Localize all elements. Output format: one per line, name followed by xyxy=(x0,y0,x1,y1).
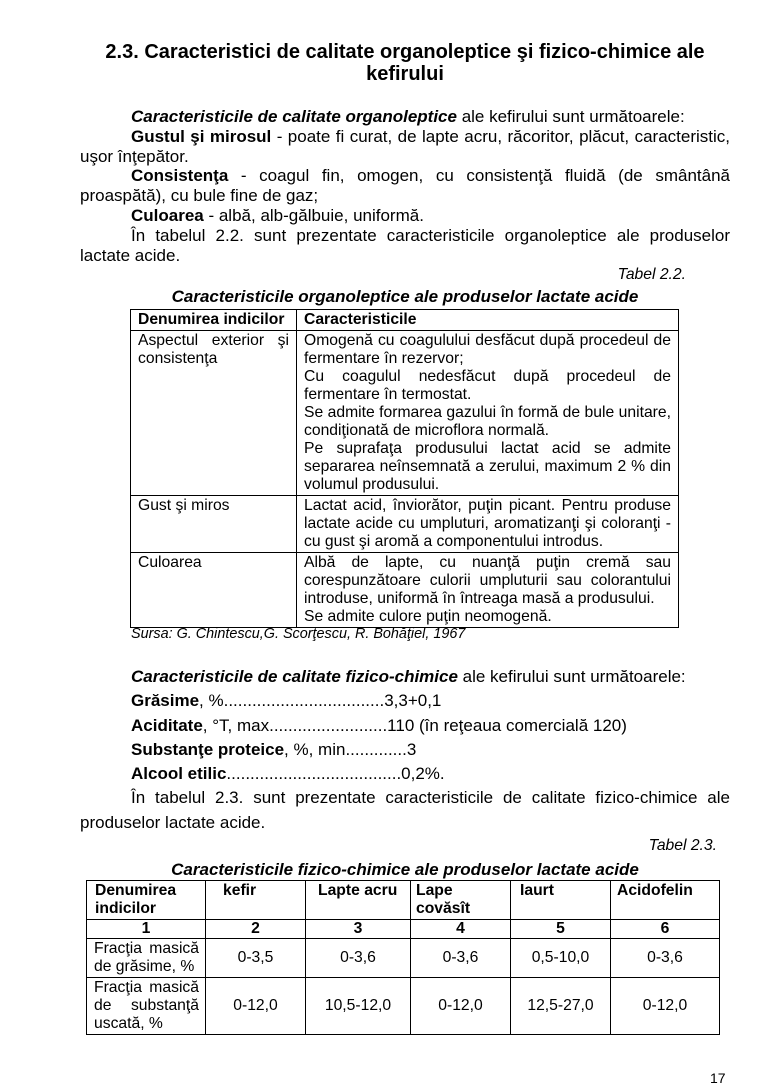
table-source-note: Sursa: G. Chintescu,G. Scorţescu, R. Bohăţiel, 1967 xyxy=(131,626,466,642)
characteristic-line: Cu coagulul nedesfăcut după procedeul de fermentare în termostat. xyxy=(304,368,671,403)
consistency-text: - coagul fin, omogen, cu consistenţă fluidă (de smântână proaspătă), cu bule fine de gaz; xyxy=(80,166,730,206)
characteristic-line: Se admite culore puţin neomogenă. xyxy=(304,608,552,625)
fat-term: Grăsime xyxy=(131,691,200,711)
table-header-row xyxy=(87,881,720,920)
consistency-term: Consistenţa xyxy=(131,166,229,186)
protein-term: Substanţe proteice xyxy=(131,739,285,759)
color-text: - albă, alb-gălbuie, uniformă. xyxy=(203,205,424,225)
header-indicator: Denumirea indicilor xyxy=(131,310,297,331)
taste-smell-term: Gustul şi mirosul xyxy=(131,126,272,146)
value-cell: 0-3,6 xyxy=(611,939,720,978)
characteristic-line: Lactat acid, înviorător, puţin picant. Pentru produse lactate acide cu umpluturi, aromatizanţi şi coloranţi - cu gust şi aromă a componentului introdus. xyxy=(304,497,671,550)
header-acidophilus: Acidofelin xyxy=(611,881,720,920)
characteristics-cell xyxy=(297,553,679,628)
value-cell: 12,5-27,0 xyxy=(511,978,611,1035)
physicochemical-intro-text: ale kefirului sunt următoarele: xyxy=(457,667,686,686)
column-number: 6 xyxy=(611,920,720,939)
table-2-3-label: Tabel 2.3. xyxy=(648,837,717,854)
value-cell: 0-12,0 xyxy=(206,978,306,1035)
protein-line xyxy=(80,738,730,762)
organoleptic-intro-term: Caracteristicile de calitate organoleptice xyxy=(131,107,457,126)
fat-line xyxy=(80,689,730,713)
physicochemical-intro-term: Caracteristicile de calitate fizico-chimice xyxy=(131,667,458,686)
characteristic-line: Albă de lapte, cu nuanţă puţin cremă sau corespunzătoare culorii umpluturii sau colorantului introduse, uniformă în întreaga masă a produsului. xyxy=(304,554,671,607)
table-2-3-title: Caracteristicile fizico-chimice ale produselor lactate acide xyxy=(171,860,639,879)
column-number-row xyxy=(87,920,720,939)
physicochemical-table xyxy=(86,880,720,1035)
taste-smell-text: - poate fi curat, de lapte acru, răcoritor, plăcut, caracteristic, uşor înţepător. xyxy=(80,126,730,166)
acidity-value: , °T, max.........................110 (în reţeaua comercială 120) xyxy=(202,715,627,735)
value-cell: 0-3,5 xyxy=(206,939,306,978)
color-term: Culoarea xyxy=(131,205,204,225)
column-number: 3 xyxy=(306,920,411,939)
table-header-row xyxy=(131,310,679,331)
header-kefir: kefir xyxy=(206,881,306,920)
table-row xyxy=(87,939,720,978)
physicochemical-section xyxy=(80,665,730,835)
header-indicator: Denumirea indicilor xyxy=(87,881,206,920)
organoleptic-table xyxy=(130,309,679,628)
characteristic-line: Pe suprafaţa produsului lactat acid se admite separarea neînsemnată a zerului, maximum 2 % din volumul produsului. xyxy=(304,440,671,493)
table-row xyxy=(131,496,679,553)
characteristic-line: Omogenă cu coagulului desfăcut după procedeul de fermentare în rezervor; xyxy=(304,332,671,367)
organoleptic-section xyxy=(80,107,730,265)
fat-value: , %..................................3,3+0,1 xyxy=(199,691,442,711)
indicator-cell: Gust şi miros xyxy=(131,496,297,553)
table-2-2-label: Tabel 2.2. xyxy=(617,266,686,283)
color-paragraph xyxy=(80,206,730,226)
indicator-cell: Fracţia masică de grăsime, % xyxy=(87,939,206,978)
page-number: 17 xyxy=(710,1070,726,1086)
value-cell: 0-3,6 xyxy=(411,939,511,978)
value-cell: 10,5-12,0 xyxy=(306,978,411,1035)
table-row xyxy=(87,978,720,1035)
consistency-paragraph xyxy=(80,166,730,206)
physicochemical-intro xyxy=(80,665,730,689)
indicator-cell: Aspectul exterior şi consistenţa xyxy=(131,331,297,496)
table-2-2-title: Caracteristicile organoleptice ale produselor lactate acide xyxy=(171,287,639,306)
organoleptic-intro-text: ale kefirului sunt următoarele: xyxy=(456,107,685,126)
alcohol-value: .....................................0,2%. xyxy=(226,764,445,784)
column-number: 1 xyxy=(87,920,206,939)
acidity-term: Aciditate xyxy=(131,715,203,735)
value-cell: 0,5-10,0 xyxy=(511,939,611,978)
alcohol-line xyxy=(80,762,730,786)
column-number: 2 xyxy=(206,920,306,939)
value-cell: 0-12,0 xyxy=(611,978,720,1035)
column-number: 4 xyxy=(411,920,511,939)
column-number: 5 xyxy=(511,920,611,939)
section-heading: 2.3. Caracteristici de calitate organoleptice şi fizico-chimice ale kefirului xyxy=(105,41,705,85)
table-2-2-reference: În tabelul 2.2. sunt prezentate caracteristicile organoleptice ale produselor lactate acide. xyxy=(80,225,730,265)
value-cell: 0-12,0 xyxy=(411,978,511,1035)
header-characteristics: Caracteristicile xyxy=(297,310,679,331)
characteristics-cell xyxy=(297,331,679,496)
alcohol-term: Alcool etilic xyxy=(131,764,227,784)
indicator-cell: Culoarea xyxy=(131,553,297,628)
value-cell: 0-3,6 xyxy=(306,939,411,978)
indicator-cell: Fracţia masică de substanţă uscată, % xyxy=(87,978,206,1035)
table-row xyxy=(131,331,679,496)
header-yogurt: Iaurt xyxy=(511,881,611,920)
organoleptic-intro xyxy=(80,107,730,127)
table-2-3-reference: În tabelul 2.3. sunt prezentate caracteristicile de calitate fizico-chimice ale produselor lactate acide. xyxy=(80,788,730,832)
characteristic-line: Se admite formarea gazului în formă de bule unitare, condiţionată de microflora normală. xyxy=(304,404,671,439)
protein-value: , %, min.............3 xyxy=(284,739,417,759)
header-curdled-milk: Lape covăsît xyxy=(411,881,511,920)
characteristics-cell xyxy=(297,496,679,553)
acidity-line xyxy=(80,714,730,738)
header-sour-milk: Lapte acru xyxy=(306,881,411,920)
taste-smell-paragraph xyxy=(80,127,730,167)
table-row xyxy=(131,553,679,628)
